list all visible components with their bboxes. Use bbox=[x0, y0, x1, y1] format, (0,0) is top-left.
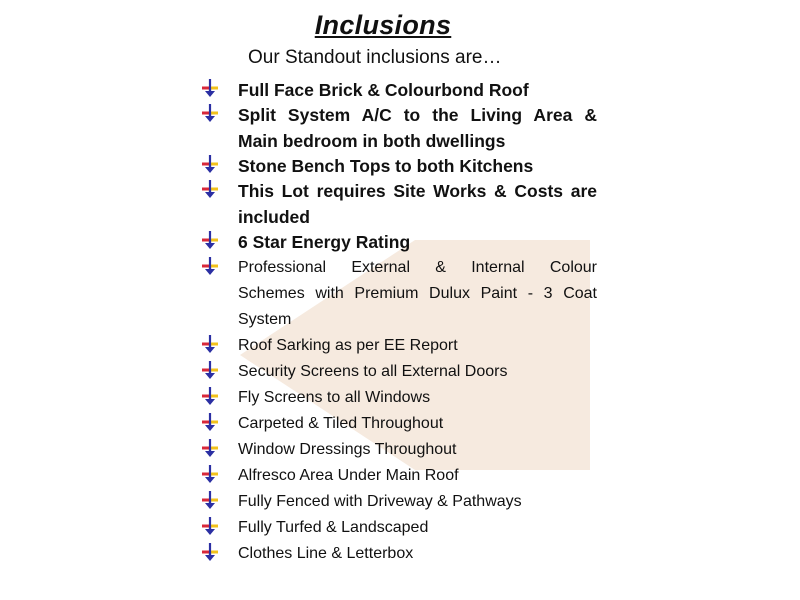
list-item-line: 6 Star Energy Rating bbox=[238, 232, 411, 252]
list-item-text bbox=[238, 463, 459, 489]
four-color-arrow-bullet-icon bbox=[200, 490, 220, 510]
list-item-line: Split System A/C to the Living Area & bbox=[238, 105, 597, 125]
four-color-arrow-bullet-icon bbox=[200, 154, 220, 174]
list-item-line: Carpeted & Tiled Throughout bbox=[238, 415, 444, 432]
four-color-arrow-bullet-icon bbox=[200, 464, 220, 484]
list-item-line: Fly Screens to all Windows bbox=[238, 389, 431, 406]
list-item-text bbox=[238, 178, 597, 230]
four-color-arrow-bullet-icon bbox=[200, 78, 220, 98]
list-item-text bbox=[238, 153, 533, 179]
four-color-arrow-bullet-icon bbox=[200, 516, 220, 536]
list-item-text bbox=[238, 541, 413, 567]
four-color-arrow-bullet-icon bbox=[200, 103, 220, 123]
list-item-line: Fully Turfed & Landscaped bbox=[238, 519, 429, 536]
intro-text: Our Standout inclusions are… bbox=[248, 47, 502, 68]
four-color-arrow-bullet-icon bbox=[200, 334, 220, 354]
list-item-line: This Lot requires Site Works & Costs are bbox=[238, 181, 597, 201]
list-item-text bbox=[238, 385, 430, 411]
list-item-line: Schemes with Premium Dulux Paint - 3 Coat bbox=[238, 285, 597, 302]
four-color-arrow-bullet-icon bbox=[200, 386, 220, 406]
list-item-line: Full Face Brick & Colourbond Roof bbox=[238, 80, 529, 100]
list-item-line: Alfresco Area Under Main Roof bbox=[238, 467, 459, 484]
list-item-line: Window Dressings Throughout bbox=[238, 441, 457, 458]
list-item-line: Professional External & Internal Colour bbox=[238, 259, 597, 276]
list-item-line: Fully Fenced with Driveway & Pathways bbox=[238, 493, 522, 510]
list-item-text bbox=[238, 359, 507, 385]
list-item-text bbox=[238, 489, 522, 515]
list-item-line: Security Screens to all External Doors bbox=[238, 363, 508, 380]
list-item-line: Roof Sarking as per EE Report bbox=[238, 337, 458, 354]
list-item-line: Clothes Line & Letterbox bbox=[238, 545, 414, 562]
list-item-line: included bbox=[238, 207, 310, 227]
list-item-text bbox=[238, 333, 458, 359]
four-color-arrow-bullet-icon bbox=[200, 542, 220, 562]
four-color-arrow-bullet-icon bbox=[200, 256, 220, 276]
list-item-text bbox=[238, 515, 428, 541]
list-item-line: Main bedroom in both dwellings bbox=[238, 131, 506, 151]
list-item-line: System bbox=[238, 311, 292, 328]
four-color-arrow-bullet-icon bbox=[200, 179, 220, 199]
list-item-text bbox=[238, 77, 529, 103]
list-item-text bbox=[238, 437, 456, 463]
four-color-arrow-bullet-icon bbox=[200, 438, 220, 458]
four-color-arrow-bullet-icon bbox=[200, 230, 220, 250]
list-item-text bbox=[238, 229, 410, 255]
list-item-text bbox=[238, 102, 597, 154]
page-title: Inclusions bbox=[314, 10, 452, 40]
list-item-line: Stone Bench Tops to both Kitchens bbox=[238, 156, 534, 176]
list-item-text bbox=[238, 255, 597, 333]
four-color-arrow-bullet-icon bbox=[200, 412, 220, 432]
list-item-text bbox=[238, 411, 443, 437]
four-color-arrow-bullet-icon bbox=[200, 360, 220, 380]
